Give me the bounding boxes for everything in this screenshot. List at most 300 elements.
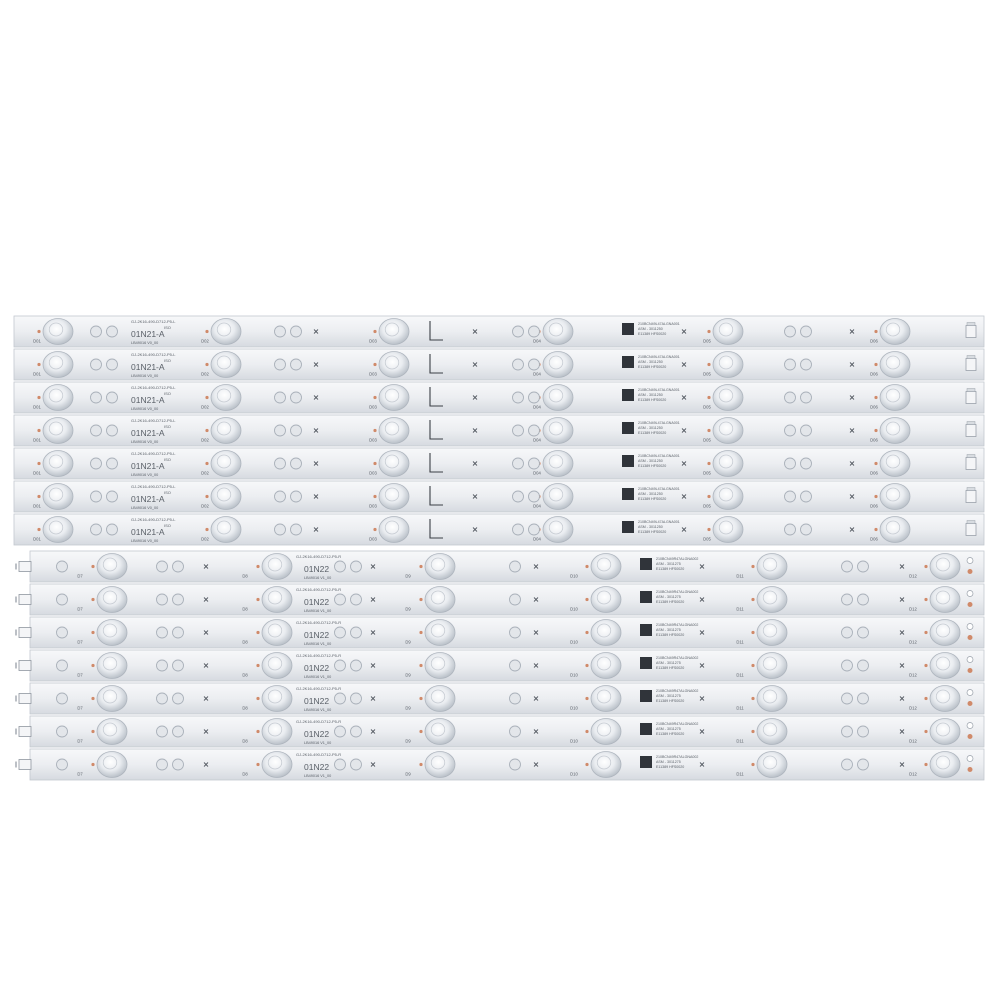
qr-code — [640, 657, 652, 669]
hole — [858, 693, 869, 704]
lens-body — [262, 752, 292, 778]
solder-pad — [707, 363, 710, 366]
solder-pad — [91, 598, 94, 601]
led-label: D01 — [33, 503, 41, 509]
led-label: D12 — [909, 771, 917, 777]
board-version: LB49016 V0_00 — [131, 440, 159, 444]
left-strip — [14, 448, 984, 479]
left-strip — [14, 514, 984, 545]
qr-code — [622, 521, 634, 533]
label-line: 210BCN49L47ALGNA001 — [638, 487, 680, 491]
led-label: D03 — [369, 404, 377, 410]
led-label: D7 — [77, 705, 83, 711]
led-label: D10 — [570, 639, 578, 645]
led-label: D12 — [909, 606, 917, 612]
led-label: D8 — [242, 573, 248, 579]
hole — [801, 425, 812, 436]
part-number: 01N21-A — [131, 494, 165, 504]
label-line: ASM - 3011275 — [656, 562, 681, 566]
led-label: D12 — [909, 738, 917, 744]
hole — [173, 726, 184, 737]
label-line: E11389 HFS0020 — [656, 732, 685, 736]
hole — [842, 627, 853, 638]
solder-pad — [874, 495, 877, 498]
led-label: D01 — [33, 371, 41, 377]
cert-mark: ISO — [164, 391, 171, 396]
solder-pad — [37, 528, 40, 531]
hole — [842, 693, 853, 704]
solder-pad — [373, 363, 376, 366]
lens-body — [211, 385, 241, 411]
hole — [57, 561, 68, 572]
end-pad — [967, 591, 973, 597]
led-label: D10 — [570, 573, 578, 579]
lens-body — [543, 319, 573, 345]
label-line: 210BCN49R47ALGNA002 — [656, 722, 699, 726]
solder-pad — [707, 495, 710, 498]
led-label: D10 — [570, 672, 578, 678]
right-strip — [16, 551, 984, 582]
led-label: D05 — [703, 470, 711, 476]
label-line: E11389 HFS0020 — [656, 600, 685, 604]
connector-latch — [967, 389, 975, 392]
lens-body — [211, 352, 241, 378]
solder-pad — [205, 528, 208, 531]
solder-pad — [256, 664, 259, 667]
label-line: ASM - 3011250 — [638, 360, 663, 364]
led-label: D12 — [909, 705, 917, 711]
led-label: D04 — [533, 338, 541, 344]
label-line: E11389 HFS0020 — [638, 365, 667, 369]
hole — [107, 359, 118, 370]
solder-pad — [419, 598, 422, 601]
lens-body — [930, 719, 960, 745]
connector — [19, 727, 31, 737]
cert-mark: ISO — [164, 490, 171, 495]
board-version: LB49016 V1_00 — [304, 741, 332, 745]
qr-code — [622, 455, 634, 467]
led-label: D04 — [533, 536, 541, 542]
solder-pad — [419, 763, 422, 766]
label-line: E11389 HFS0020 — [638, 398, 667, 402]
led-label: D7 — [77, 738, 83, 744]
solder-pad — [924, 664, 927, 667]
led-label: D04 — [533, 404, 541, 410]
solder-pad — [707, 396, 710, 399]
led-label: D8 — [242, 738, 248, 744]
part-number: 01N21-A — [131, 395, 165, 405]
board-version: LB49016 V0_00 — [131, 539, 159, 543]
led-label: D10 — [570, 606, 578, 612]
hole — [785, 326, 796, 337]
led-label: D06 — [870, 536, 878, 542]
hole — [173, 693, 184, 704]
lens-body — [930, 686, 960, 712]
qr-code — [622, 323, 634, 335]
hole — [291, 359, 302, 370]
led-label: D9 — [405, 672, 411, 678]
lens-body — [591, 686, 621, 712]
solder-pad — [205, 363, 208, 366]
hole — [513, 392, 524, 403]
solder-pad — [924, 631, 927, 634]
qr-code — [640, 591, 652, 603]
solder-pad — [585, 697, 588, 700]
solder-pad — [585, 763, 588, 766]
hole — [91, 326, 102, 337]
connector — [966, 491, 976, 503]
left-strips — [14, 316, 984, 545]
end-solder — [968, 569, 973, 574]
lens-body — [543, 385, 573, 411]
hole — [513, 359, 524, 370]
led-label: D7 — [77, 606, 83, 612]
lens-body — [930, 620, 960, 646]
hole — [858, 627, 869, 638]
hole — [529, 458, 540, 469]
label-line: 210BCN49R47ALGNA002 — [656, 755, 699, 759]
hole — [801, 359, 812, 370]
part-number: 01N21-A — [131, 329, 165, 339]
hole — [291, 524, 302, 535]
hole — [173, 627, 184, 638]
lens-body — [425, 752, 455, 778]
solder-pad — [256, 565, 259, 568]
model-text: GJ-2K16-490-D712-P5-L — [131, 418, 176, 423]
hole — [858, 759, 869, 770]
part-number: 01N22 — [304, 696, 330, 706]
label-line: 210BCN49L47ALGNA001 — [638, 454, 680, 458]
lens-body — [97, 587, 127, 613]
part-number: 01N21-A — [131, 362, 165, 372]
hole — [57, 627, 68, 638]
lens-body — [880, 451, 910, 477]
left-strip — [14, 349, 984, 380]
hole — [801, 392, 812, 403]
qr-code — [640, 558, 652, 570]
model-text: GJ-2K16-490-D712-P5-L — [131, 352, 176, 357]
led-label: D03 — [369, 338, 377, 344]
led-label: D8 — [242, 672, 248, 678]
label-line: ASM - 3011275 — [656, 760, 681, 764]
led-label: D05 — [703, 338, 711, 344]
led-label: D7 — [77, 639, 83, 645]
led-label: D10 — [570, 705, 578, 711]
connector-latch — [967, 488, 975, 491]
model-text: GJ-2K16-490-D712-P5-L — [131, 451, 176, 456]
end-solder — [968, 635, 973, 640]
label-line: E11389 HFS0020 — [656, 567, 685, 571]
lens-body — [880, 418, 910, 444]
board-version: LB49016 V1_00 — [304, 708, 332, 712]
connector — [19, 562, 31, 572]
solder-pad — [874, 462, 877, 465]
label-line: E11389 HFS0020 — [638, 464, 667, 468]
lens-body — [425, 620, 455, 646]
lens-body — [713, 484, 743, 510]
hole — [335, 726, 346, 737]
solder-pad — [874, 429, 877, 432]
solder-pad — [751, 565, 754, 568]
lens-body — [262, 719, 292, 745]
solder-pad — [91, 565, 94, 568]
hole — [858, 594, 869, 605]
label-line: ASM - 3011275 — [656, 727, 681, 731]
connector — [966, 326, 976, 338]
solder-pad — [91, 697, 94, 700]
connector-latch — [967, 521, 975, 524]
qr-code — [622, 422, 634, 434]
solder-pad — [256, 730, 259, 733]
end-pad — [967, 558, 973, 564]
hole — [351, 660, 362, 671]
lens-body — [880, 517, 910, 543]
lens-body — [880, 319, 910, 345]
label-line: 210BCN49L47ALGNA001 — [638, 421, 680, 425]
led-label: D01 — [33, 404, 41, 410]
led-label: D06 — [870, 371, 878, 377]
hole — [335, 627, 346, 638]
label-line: 210BCN49L47ALGNA001 — [638, 355, 680, 359]
solder-pad — [256, 763, 259, 766]
model-text: GJ-2K16-490-D712-P5-R — [296, 752, 342, 757]
lens-body — [97, 719, 127, 745]
connector — [966, 392, 976, 404]
qr-code — [640, 723, 652, 735]
lens-body — [211, 484, 241, 510]
led-label: D01 — [33, 536, 41, 542]
hole — [91, 524, 102, 535]
label-line: 210BCN49R47ALGNA002 — [656, 623, 699, 627]
hole — [351, 759, 362, 770]
connector — [19, 694, 31, 704]
right-strip — [16, 749, 984, 780]
lens-body — [757, 554, 787, 580]
hole — [173, 660, 184, 671]
led-label: D01 — [33, 437, 41, 443]
hole — [157, 660, 168, 671]
solder-pad — [707, 330, 710, 333]
led-label: D04 — [533, 371, 541, 377]
qr-code — [622, 488, 634, 500]
hole — [513, 326, 524, 337]
model-text: GJ-2K16-490-D712-P5-R — [296, 719, 342, 724]
hole — [157, 726, 168, 737]
led-label: D8 — [242, 606, 248, 612]
lens-body — [262, 620, 292, 646]
board-version: LB49016 V1_00 — [304, 576, 332, 580]
connector — [19, 661, 31, 671]
solder-pad — [91, 730, 94, 733]
part-number: 01N21-A — [131, 461, 165, 471]
part-number: 01N22 — [304, 762, 330, 772]
led-label: D9 — [405, 705, 411, 711]
solder-pad — [751, 697, 754, 700]
label-line: 210BCN49R47ALGNA002 — [656, 590, 699, 594]
lens-body — [591, 554, 621, 580]
hole — [351, 594, 362, 605]
label-line: E11389 HFS0020 — [656, 699, 685, 703]
hole — [157, 627, 168, 638]
end-solder — [968, 602, 973, 607]
hole — [107, 392, 118, 403]
led-label: D05 — [703, 371, 711, 377]
solder-pad — [419, 697, 422, 700]
solder-pad — [419, 631, 422, 634]
led-label: D04 — [533, 437, 541, 443]
led-label: D03 — [369, 503, 377, 509]
end-solder — [968, 734, 973, 739]
qr-code — [622, 389, 634, 401]
hole — [91, 458, 102, 469]
part-number: 01N22 — [304, 597, 330, 607]
solder-pad — [874, 396, 877, 399]
hole — [842, 561, 853, 572]
connector — [966, 458, 976, 470]
led-label: D02 — [201, 404, 209, 410]
solder-pad — [91, 631, 94, 634]
lens-body — [211, 418, 241, 444]
hole — [858, 660, 869, 671]
qr-code — [640, 690, 652, 702]
led-label: D11 — [736, 639, 744, 645]
left-strip — [14, 415, 984, 446]
hole — [785, 359, 796, 370]
qr-code — [640, 624, 652, 636]
solder-pad — [924, 598, 927, 601]
led-label: D11 — [736, 672, 744, 678]
lens-body — [43, 418, 73, 444]
lens-body — [757, 653, 787, 679]
hole — [173, 561, 184, 572]
solder-pad — [707, 429, 710, 432]
hole — [801, 524, 812, 535]
hole — [157, 594, 168, 605]
solder-pad — [585, 730, 588, 733]
label-line: E11389 HFS0020 — [656, 633, 685, 637]
model-text: GJ-2K16-490-D712-P5-L — [131, 484, 176, 489]
solder-pad — [924, 565, 927, 568]
led-label: D06 — [870, 437, 878, 443]
lens-body — [379, 319, 409, 345]
label-line: E11389 HFS0020 — [638, 530, 667, 534]
cert-mark: ISO — [164, 424, 171, 429]
lens-body — [425, 653, 455, 679]
hole — [529, 326, 540, 337]
solder-pad — [874, 528, 877, 531]
lens-body — [591, 752, 621, 778]
board-version: LB49016 V0_00 — [131, 341, 159, 345]
solder-pad — [37, 462, 40, 465]
lens-body — [543, 352, 573, 378]
hole — [785, 425, 796, 436]
solder-pad — [205, 429, 208, 432]
solder-pad — [205, 495, 208, 498]
label-line: ASM - 3011250 — [638, 525, 663, 529]
led-label: D06 — [870, 404, 878, 410]
solder-pad — [707, 528, 710, 531]
led-label: D12 — [909, 639, 917, 645]
led-label: D06 — [870, 470, 878, 476]
led-label: D05 — [703, 404, 711, 410]
led-label: D03 — [369, 470, 377, 476]
lens-body — [591, 719, 621, 745]
lens-body — [211, 451, 241, 477]
led-label: D03 — [369, 536, 377, 542]
lens-body — [43, 451, 73, 477]
solder-pad — [91, 664, 94, 667]
hole — [275, 326, 286, 337]
hole — [529, 392, 540, 403]
board-version: LB49016 V1_00 — [304, 642, 332, 646]
part-number: 01N21-A — [131, 428, 165, 438]
hole — [157, 759, 168, 770]
part-number: 01N22 — [304, 729, 330, 739]
solder-pad — [751, 664, 754, 667]
lens-body — [713, 517, 743, 543]
led-label: D01 — [33, 338, 41, 344]
label-line: ASM - 3011275 — [656, 694, 681, 698]
hole — [275, 524, 286, 535]
hole — [157, 693, 168, 704]
lens-body — [591, 653, 621, 679]
label-line: E11389 HFS0020 — [638, 497, 667, 501]
hole — [291, 425, 302, 436]
lens-body — [713, 385, 743, 411]
connector-latch — [967, 455, 975, 458]
hole — [173, 759, 184, 770]
lens-body — [713, 352, 743, 378]
led-label: D8 — [242, 771, 248, 777]
label-line: 210BCN49L47ALGNA001 — [638, 322, 680, 326]
solder-pad — [373, 396, 376, 399]
model-text: GJ-2K16-490-D712-P5-L — [131, 385, 176, 390]
led-label: D06 — [870, 338, 878, 344]
hole — [275, 491, 286, 502]
board-version: LB49016 V1_00 — [304, 774, 332, 778]
lens-body — [43, 319, 73, 345]
lens-body — [930, 653, 960, 679]
led-label: D9 — [405, 639, 411, 645]
led-label: D11 — [736, 606, 744, 612]
end-pad — [967, 723, 973, 729]
hole — [513, 524, 524, 535]
hole — [335, 660, 346, 671]
qr-code — [640, 756, 652, 768]
hole — [57, 693, 68, 704]
lens-body — [379, 484, 409, 510]
lens-body — [262, 554, 292, 580]
solder-pad — [707, 462, 710, 465]
solder-pad — [419, 730, 422, 733]
lens-body — [591, 620, 621, 646]
hole — [107, 458, 118, 469]
solder-pad — [373, 528, 376, 531]
led-label: D11 — [736, 738, 744, 744]
led-label: D9 — [405, 573, 411, 579]
connector-latch — [967, 422, 975, 425]
cert-mark: ISO — [164, 457, 171, 462]
hole — [351, 561, 362, 572]
left-strip — [14, 316, 984, 347]
lens-body — [97, 653, 127, 679]
lens-body — [543, 451, 573, 477]
board-version: LB49016 V1_00 — [304, 675, 332, 679]
hole — [57, 759, 68, 770]
hole — [842, 726, 853, 737]
led-label: D7 — [77, 771, 83, 777]
right-strips — [16, 551, 984, 780]
